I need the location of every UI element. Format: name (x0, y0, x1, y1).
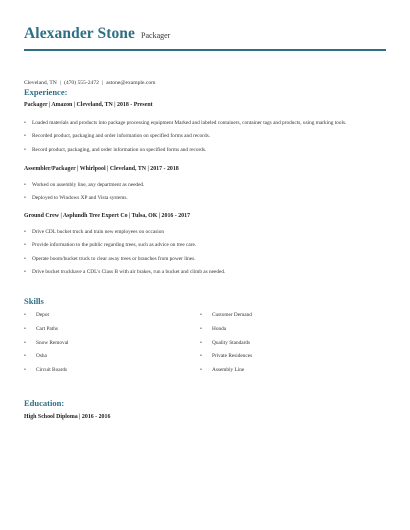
skills-list-right (200, 312, 252, 381)
job-bullet: • Drive CDL bucket truck and train new employees on occasion (24, 229, 225, 242)
job-heading: Packager | Amazon | Cleveland, TN | 2018 - Present (24, 102, 153, 108)
job-bullet: • Loaded materials and products into package processing equipment Marked and labeled containers, container tags and products, using marking tools. (24, 120, 346, 133)
skill-item: • Customer Demand (200, 312, 252, 326)
job-bullet-list (24, 182, 144, 209)
job-bullet: • Recorded product, packaging and order information on specified forms and records. (24, 133, 346, 146)
skill-item: • Honda (200, 326, 252, 340)
job-bullet: • Provide information to the public regarding trees, such as advice on tree care. (24, 242, 225, 255)
education-entry: High School Diploma | 2016 - 2016 (24, 414, 111, 420)
contact-location: Cleveland, TN (24, 80, 57, 86)
contact-line (24, 80, 155, 86)
skill-item: • Cart Paths (24, 326, 69, 340)
skill-item: • Circuit Boards (24, 367, 69, 381)
skill-item: • Private Residences (200, 353, 252, 367)
job-bullet: • Worked on assembly line, any department as needed. (24, 182, 144, 195)
skill-item: • Osha (24, 353, 69, 367)
contact-email: astone@example.com (106, 80, 156, 86)
skill-item: • Quality Standards (200, 340, 252, 354)
skills-list-left (24, 312, 69, 381)
contact-separator: | (101, 80, 104, 86)
education-heading: Education: (24, 398, 65, 408)
skill-item: • Snow Removal (24, 340, 69, 354)
job-bullet: • Operate boom/bucket truck to clear away trees or branches from power lines. (24, 256, 225, 269)
skill-item: • Assembly Line (200, 367, 252, 381)
candidate-name: Alexander Stone (24, 25, 136, 42)
resume-header (24, 25, 386, 86)
contact-phone: (470) 555-2472 (63, 80, 99, 86)
skills-heading: Skills (24, 296, 44, 306)
contact-separator: | (59, 80, 61, 86)
skill-item: • Depot (24, 312, 69, 326)
job-bullet: • Record product, packaging, and order information on specified forms and records. (24, 147, 346, 160)
job-heading: Ground Crew | Asplundh Tree Expert Co | Tulsa, OK | 2016 - 2017 (24, 213, 191, 219)
job-bullet-list (24, 229, 225, 283)
job-bullet-list (24, 120, 346, 160)
job-bullet: • Deployed to Windows XP and Vista systems. (24, 195, 144, 208)
name-row (24, 25, 386, 43)
experience-heading: Experience: (24, 87, 68, 97)
job-bullet: • Drive bucket truckhave a CDL's Class B with air brakes, run a bucket and climb as needed. (24, 269, 225, 282)
header-divider (24, 49, 386, 51)
candidate-title: Packager (141, 31, 171, 40)
job-heading: Assembler/Packager | Whirlpool | Cleveland, TN | 2017 - 2018 (24, 166, 179, 172)
